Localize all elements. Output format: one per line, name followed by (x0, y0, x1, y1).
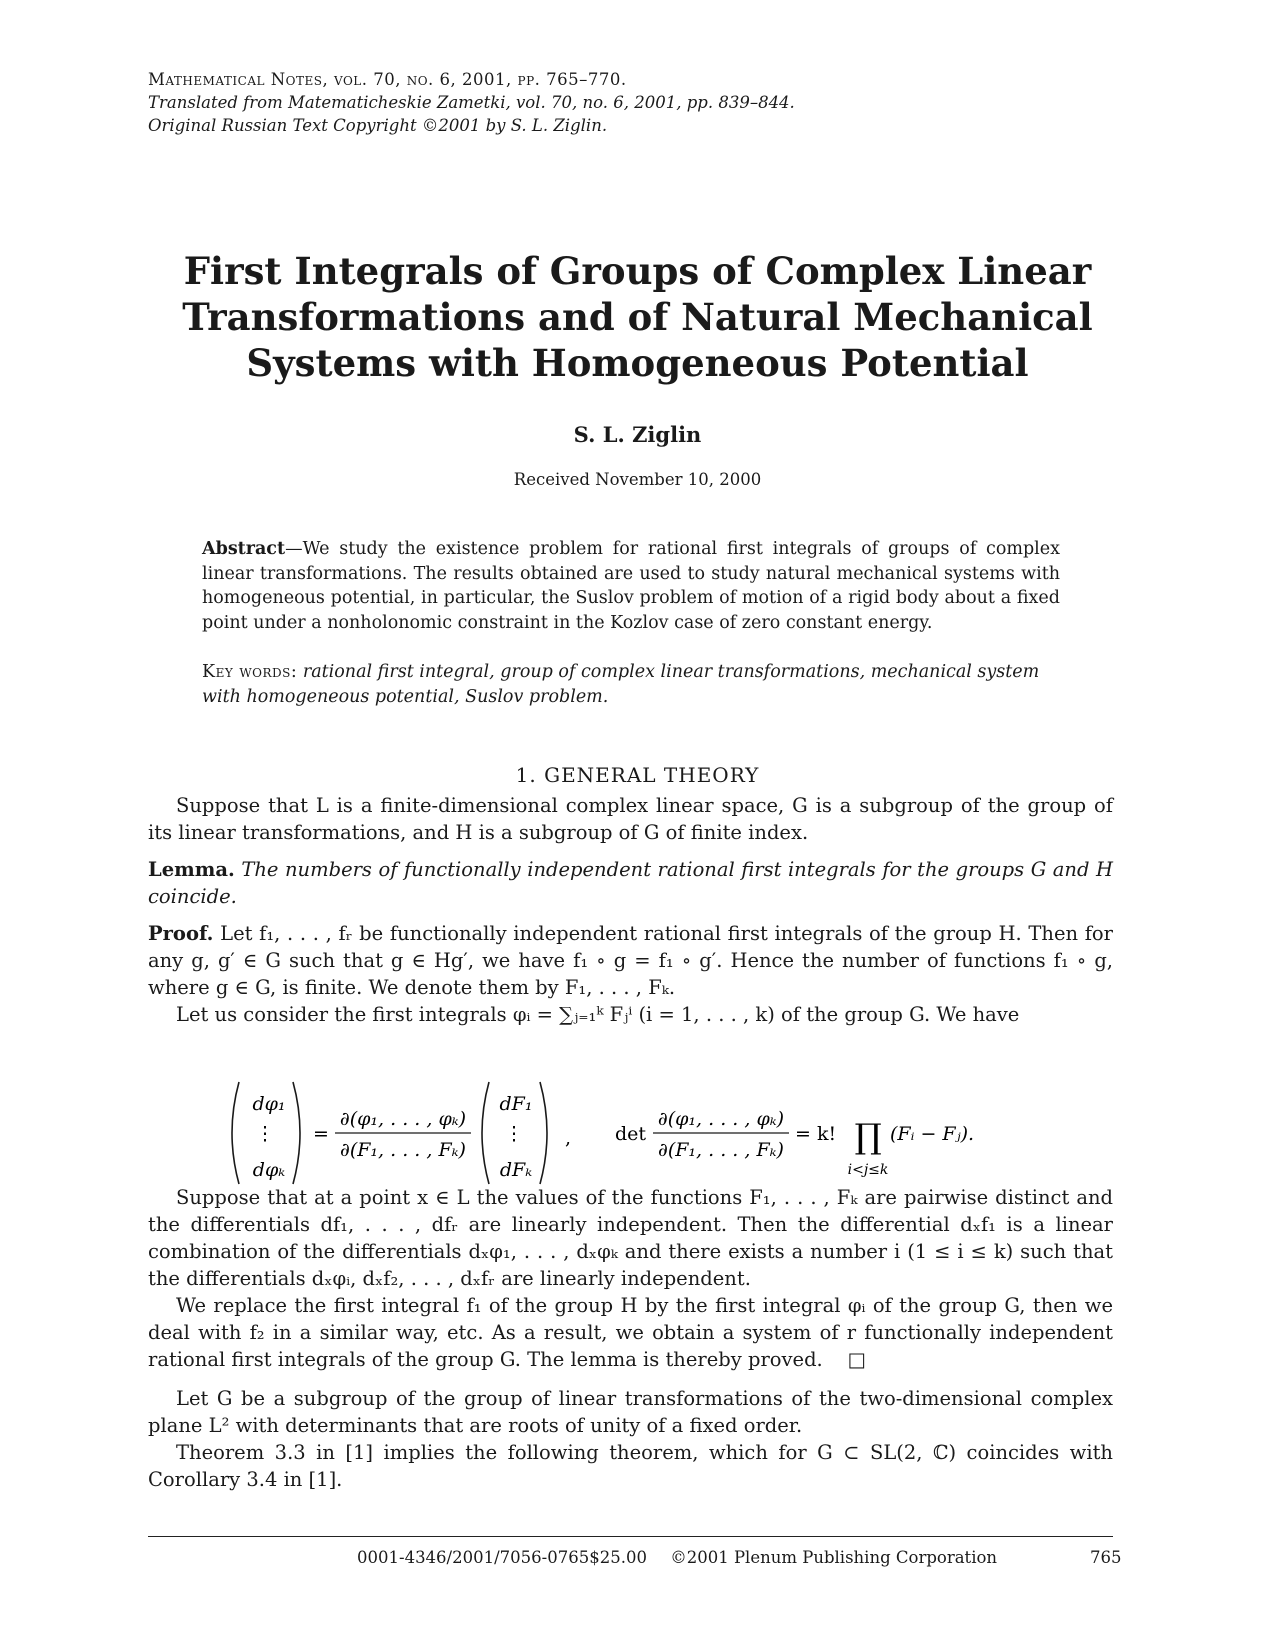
keywords-label: Key words: (202, 662, 298, 682)
footer-rule (148, 1536, 1113, 1537)
qed-symbol: □ (847, 1348, 866, 1371)
proof-label: Proof. (148, 922, 214, 945)
title-line-2: Transformations and of Natural Mechanical (182, 295, 1093, 339)
vec-right-top: dF₁ (499, 1093, 533, 1115)
det-label: det (615, 1123, 647, 1145)
lemma-label: Lemma. (148, 858, 235, 881)
paragraph-replace (148, 1292, 1113, 1373)
abstract-text: —We study the existence problem for rational first integrals of groups of complex linear transformations. The results obtained are used to study natural mechanical systems with homogeneous potential, in particular, the Suslov problem of motion of a rigid body about a fixed point under a nonholonomic constraint in the Kozlov case of zero constant energy. (202, 539, 1060, 633)
replace-text: We replace the first integral f₁ of the group H by the first integral φᵢ of the group G, then we deal with f₂ in a similar way, etc. As a result, we obtain a system of r functionally independent rational first integrals of the group G. The lemma is thereby proved. (148, 1294, 1113, 1371)
lemma (148, 856, 1113, 910)
paragraph-theorem: Theorem 3.3 in [1] implies the following theorem, which for G ⊂ SL(2, ℂ) coincides with Corollary 3.4 in [1]. (148, 1441, 1113, 1491)
det-denominator: ∂(F₁, . . . , Fₖ) (658, 1139, 784, 1161)
paragraph-consider: Let us consider the first integrals φᵢ = ∑ⱼ₌₁ᵏ Fⱼⁱ (i = 1, . . . , k) of the group G. We have (176, 1003, 1020, 1026)
title-line-3: Systems with Homogeneous Potential (246, 341, 1029, 385)
display-equation (225, 1078, 1055, 1188)
abstract-label: Abstract (202, 539, 286, 559)
right-paren-open (482, 1082, 489, 1184)
vec-left-bot: dφₖ (252, 1159, 286, 1181)
journal-citation: Mathematical Notes, vol. 70, no. 6, 2001, pp. 765–770. (148, 70, 627, 89)
title-line-1: First Integrals of Groups of Complex Linear (183, 249, 1092, 293)
equals-sign: = (313, 1123, 329, 1145)
copyright-note: Original Russian Text Copyright ©2001 by S. L. Ziglin. (148, 116, 608, 135)
jacobian-denominator: ∂(F₁, . . . , Fₖ) (340, 1139, 466, 1161)
footer-code: 0001-4346/2001/7056-0765$25.00 (357, 1548, 647, 1567)
paragraph-let-g: Let G be a subgroup of the group of linear transformations of the two-dimensional complex plane L² with determinants that are roots of unity of a fixed order. (148, 1387, 1113, 1437)
footer-publisher: ©2001 Plenum Publishing Corporation (670, 1548, 998, 1567)
product-term: (Fᵢ − Fⱼ). (890, 1123, 975, 1145)
footer (357, 1548, 1015, 1567)
product-index: i<j≤k (847, 1162, 889, 1178)
left-paren-close (293, 1082, 300, 1184)
paper-title (0, 248, 1275, 386)
det-numerator: ∂(φ₁, . . . , φₖ) (657, 1108, 785, 1130)
left-paren-open (232, 1082, 239, 1184)
jacobian-numerator: ∂(φ₁, . . . , φₖ) (339, 1108, 467, 1130)
proof (148, 920, 1113, 1001)
paragraph-suppose: Suppose that at a point x ∈ L the values of the functions F₁, . . . , Fₖ are pairwise distinct and the differentials df₁, . . . , dfᵣ are linearly independent. Then the differential dₓf₁ is a linear combination of the differentials dₓφ₁, . . . , dₓφₖ and there exists a number i (1 ≤ i ≤ k) such that the differentials dₓφᵢ, dₓf₂, . . . , dₓfᵣ are linearly independent. (148, 1186, 1113, 1290)
body-block-2 (148, 1184, 1113, 1493)
vec-right-bot: dFₖ (499, 1159, 533, 1181)
keywords-text: rational first integral, group of complex linear transformations, mechanical system with homogeneous potential, Suslov problem. (202, 662, 1040, 707)
received-date: Received November 10, 2000 (513, 470, 762, 489)
factorial-rhs: = k! (795, 1123, 837, 1145)
product-sign: ∏ (854, 1117, 882, 1157)
abstract (202, 537, 1060, 635)
equation-comma: , (565, 1127, 572, 1149)
vec-left-top: dφ₁ (252, 1093, 286, 1115)
page-number: 765 (1090, 1548, 1122, 1567)
lemma-text: The numbers of functionally independent rational first integrals for the groups G and H coincide. (148, 858, 1113, 908)
right-paren-close (540, 1082, 547, 1184)
translation-note: Translated from Matematicheskie Zametki, vol. 70, no. 6, 2001, pp. 839–844. (148, 93, 795, 112)
vec-right-vdots: ⋮ (504, 1123, 524, 1145)
vec-left-vdots: ⋮ (255, 1123, 275, 1145)
journal-header (148, 68, 795, 137)
keywords (202, 660, 1060, 709)
proof-text: Let f₁, . . . , fᵣ be functionally independent rational first integrals of the group H. Then for any g, g′ ∈ G such that g ∈ Hg′, we have f₁ ∘ g = f₁ ∘ g′. Hence the number of functions f₁ ∘ g, where g ∈ G, is finite. We denote them by F₁, . . . , Fₖ. (148, 922, 1113, 999)
paragraph-intro: Suppose that L is a finite-dimensional complex linear space, G is a subgroup of the group of its linear transformations, and H is a subgroup of G of finite index. (148, 794, 1113, 844)
body-block-1 (148, 792, 1113, 1028)
author: S. L. Ziglin (573, 422, 702, 447)
section-heading: 1. GENERAL THEORY (515, 763, 760, 787)
